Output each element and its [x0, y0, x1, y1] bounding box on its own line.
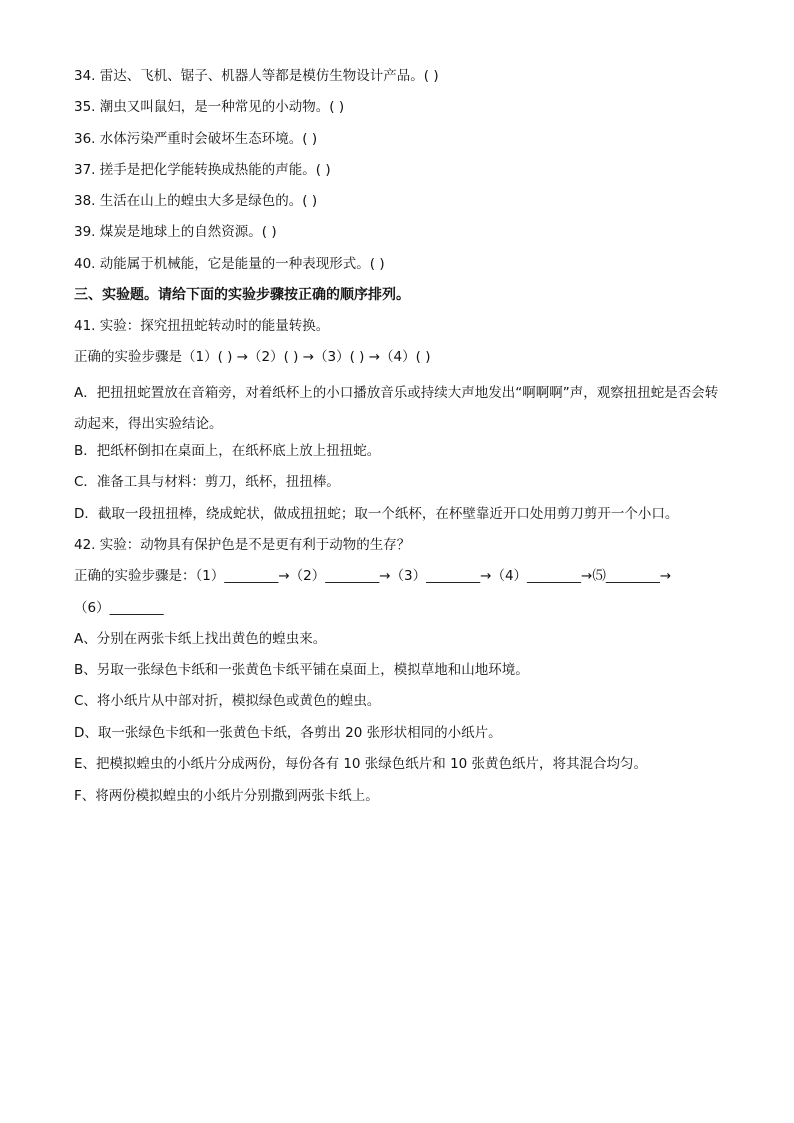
question-35: 35. 潮虫又叫鼠妇，是一种常见的小动物。( ) — [74, 99, 345, 115]
question-38: 38. 生活在山上的蝗虫大多是绿色的。( ) — [74, 193, 318, 209]
question-42-option-d: D、取一张绿色卡纸和一张黄色卡纸，各剪出 20 张形状相同的小纸片。 — [74, 725, 502, 741]
question-37: 37. 搓手是把化学能转换成热能的声能。( ) — [74, 162, 331, 178]
question-42-option-a: A、分别在两张卡纸上找出黄色的蝗虫来。 — [74, 631, 327, 647]
question-42-option-f: F、将两份模拟蝗虫的小纸片分别撒到两张卡纸上。 — [74, 788, 379, 804]
question-42-option-b: B、另取一张绿色卡纸和一张黄色卡纸平铺在桌面上，模拟草地和山地环境。 — [74, 662, 529, 678]
question-41-answer-line: 正确的实验步骤是（1）( ) →（2）( ) →（3）( ) →（4）( ) — [74, 349, 431, 365]
question-41-title: 41. 实验：探究扭扭蛇转动时的能量转换。 — [74, 318, 330, 334]
question-41-option-d: D．截取一段扭扭棒，绕成蛇状，做成扭扭蛇；取一个纸杯，在杯壁靠近开口处用剪刀剪开一个小口。 — [74, 506, 679, 522]
question-34: 34. 雷达、飞机、锯子、机器人等都是模仿生物设计产品。( ) — [74, 68, 439, 84]
question-41-option-c: C．准备工具与材料：剪刀，纸杯，扭扭棒。 — [74, 474, 340, 490]
question-42-option-c: C、将小纸片从中部对折，模拟绿色或黄色的蝗虫。 — [74, 693, 381, 709]
question-42-option-e: E、把模拟蝗虫的小纸片分成两份，每份各有 10 张绿色纸片和 10 张黄色纸片，将其混合均匀。 — [74, 756, 648, 772]
question-41-option-b: B．把纸杯倒扣在桌面上，在纸杯底上放上扭扭蛇。 — [74, 443, 381, 459]
question-41-option-a: A．把扭扭蛇置放在音箱旁，对着纸杯上的小口播放音乐或持续大声地发出“啊啊啊”声，观察扭扭蛇是否会转动起来，得出实验结论。 — [74, 385, 719, 432]
question-42-answer-line-2: （6）________ — [74, 600, 164, 616]
question-39: 39. 煤炭是地球上的自然资源。( ) — [74, 224, 277, 240]
question-40: 40. 动能属于机械能，它是能量的一种表现形式。( ) — [74, 256, 385, 272]
question-36: 36. 水体污染严重时会破坏生态环境。( ) — [74, 131, 318, 147]
section-heading-experiment: 三、实验题。请给下面的实验步骤按正确的顺序排列。 — [74, 287, 410, 303]
question-42-title: 42. 实验：动物具有保护色是不是更有利于动物的生存？ — [74, 537, 411, 553]
question-42-answer-line-1: 正确的实验步骤是：（1）________→（2）________→（3）________→（4）________→⑸________→ — [74, 568, 672, 584]
